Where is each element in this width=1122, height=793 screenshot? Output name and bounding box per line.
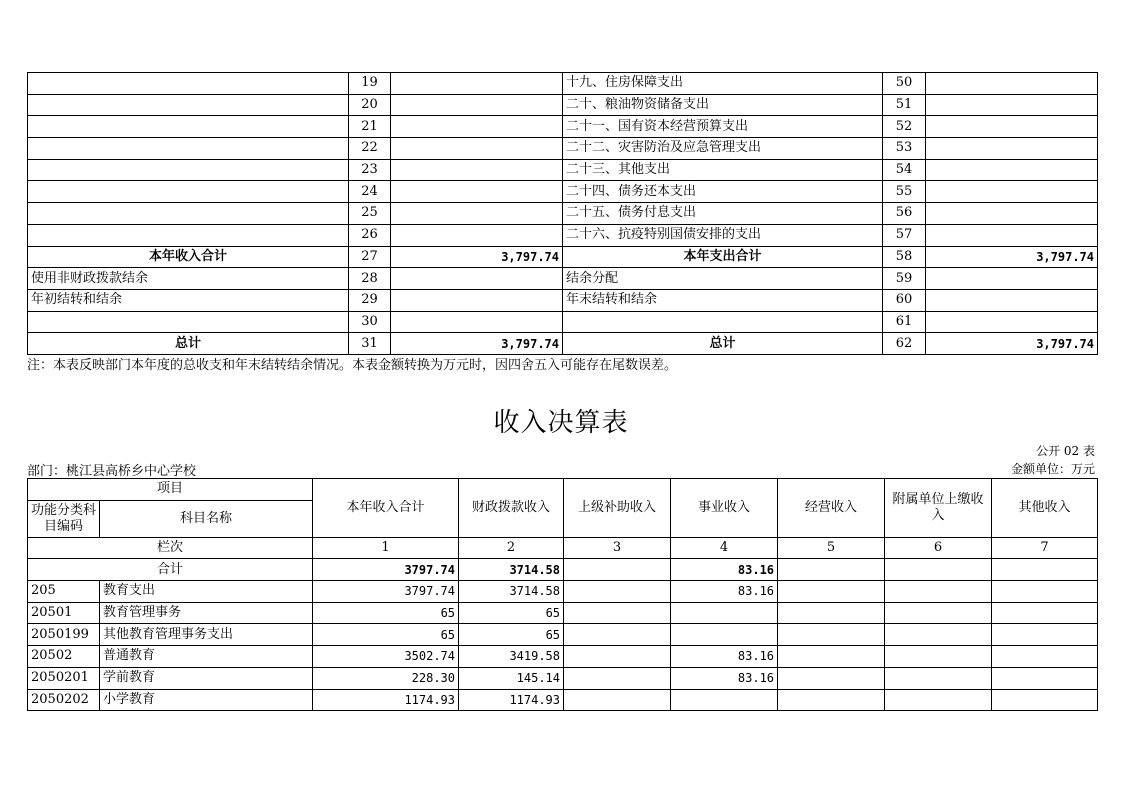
table-row bbox=[28, 246, 1098, 268]
total-row-label: 合计 bbox=[28, 559, 313, 581]
subject-name: 教育管理事务 bbox=[100, 602, 313, 624]
column-number: 7 bbox=[992, 537, 1098, 559]
other-amount bbox=[992, 602, 1098, 624]
right-amount: 3,797.74 bbox=[926, 246, 1098, 268]
right-amount bbox=[926, 94, 1098, 116]
income-table bbox=[27, 478, 1098, 711]
operating-amount bbox=[778, 624, 885, 646]
superior-amount bbox=[564, 646, 671, 668]
total-amount: 65 bbox=[313, 602, 459, 624]
right-line-no: 57 bbox=[883, 224, 926, 246]
superior-amount bbox=[564, 667, 671, 689]
header-other: 其他收入 bbox=[992, 479, 1098, 538]
right-label: 二十、粮油物资储备支出 bbox=[563, 94, 883, 116]
header-item: 项目 bbox=[28, 479, 313, 501]
right-label: 结余分配 bbox=[563, 268, 883, 290]
left-line-no: 19 bbox=[349, 73, 391, 95]
right-line-no: 52 bbox=[883, 116, 926, 138]
table-row bbox=[28, 94, 1098, 116]
right-line-no: 53 bbox=[883, 138, 926, 160]
column-number: 4 bbox=[671, 537, 778, 559]
total-amount: 3502.74 bbox=[313, 646, 459, 668]
superior-amount bbox=[564, 624, 671, 646]
left-amount bbox=[391, 289, 563, 311]
header-subject-name: 科目名称 bbox=[100, 500, 313, 537]
superior-amount bbox=[564, 602, 671, 624]
left-amount bbox=[391, 73, 563, 95]
column-number: 6 bbox=[885, 537, 992, 559]
department-label: 部门：桃江县高桥乡中心学校 bbox=[27, 464, 197, 479]
subject-name: 学前教育 bbox=[100, 667, 313, 689]
business-amount: 83.16 bbox=[671, 667, 778, 689]
fiscal-amount: 1174.93 bbox=[459, 689, 564, 711]
left-label bbox=[28, 181, 349, 203]
header-superior: 上级补助收入 bbox=[564, 479, 671, 538]
right-amount bbox=[926, 181, 1098, 203]
total-superior bbox=[564, 559, 671, 581]
right-label: 二十六、抗疫特别国债安排的支出 bbox=[563, 224, 883, 246]
header-fiscal: 财政拨款收入 bbox=[459, 479, 564, 538]
table-row bbox=[28, 116, 1098, 138]
left-amount bbox=[391, 203, 563, 225]
header-business: 事业收入 bbox=[671, 479, 778, 538]
subject-name: 小学教育 bbox=[100, 689, 313, 711]
right-amount bbox=[926, 289, 1098, 311]
affiliated-amount bbox=[885, 581, 992, 603]
right-label: 二十四、债务还本支出 bbox=[563, 181, 883, 203]
left-line-no: 29 bbox=[349, 289, 391, 311]
right-line-no: 55 bbox=[883, 181, 926, 203]
left-line-no: 24 bbox=[349, 181, 391, 203]
affiliated-amount bbox=[885, 646, 992, 668]
operating-amount bbox=[778, 689, 885, 711]
other-amount bbox=[992, 646, 1098, 668]
left-line-no: 20 bbox=[349, 94, 391, 116]
other-amount bbox=[992, 667, 1098, 689]
left-amount bbox=[391, 159, 563, 181]
left-line-no: 28 bbox=[349, 268, 391, 290]
right-label: 二十五、债务付息支出 bbox=[563, 203, 883, 225]
right-line-no: 61 bbox=[883, 311, 926, 333]
left-amount: 3,797.74 bbox=[391, 333, 563, 355]
right-line-no: 58 bbox=[883, 246, 926, 268]
left-line-no: 22 bbox=[349, 138, 391, 160]
total-operating bbox=[778, 559, 885, 581]
business-amount bbox=[671, 689, 778, 711]
total-amount: 228.30 bbox=[313, 667, 459, 689]
summary-note: 注：本表反映部门本年度的总收支和年末结转结余情况。本表金额转换为万元时，因四舍五入可能存在尾数误差。 bbox=[27, 358, 678, 373]
right-label bbox=[563, 311, 883, 333]
table-row bbox=[28, 581, 1098, 603]
table-row bbox=[28, 289, 1098, 311]
total-row bbox=[28, 559, 1098, 581]
operating-amount bbox=[778, 667, 885, 689]
table-row bbox=[28, 646, 1098, 668]
left-amount bbox=[391, 268, 563, 290]
right-label: 本年支出合计 bbox=[563, 246, 883, 268]
column-number: 2 bbox=[459, 537, 564, 559]
fiscal-amount: 65 bbox=[459, 624, 564, 646]
table-row bbox=[28, 73, 1098, 95]
header-func-code: 功能分类科目编码 bbox=[28, 500, 100, 537]
other-amount bbox=[992, 689, 1098, 711]
affiliated-amount bbox=[885, 602, 992, 624]
right-amount bbox=[926, 268, 1098, 290]
header-total: 本年收入合计 bbox=[313, 479, 459, 538]
affiliated-amount bbox=[885, 689, 992, 711]
other-amount bbox=[992, 624, 1098, 646]
right-label: 年末结转和结余 bbox=[563, 289, 883, 311]
right-amount bbox=[926, 73, 1098, 95]
table-row bbox=[28, 224, 1098, 246]
table-row bbox=[28, 624, 1098, 646]
summary-table bbox=[27, 72, 1098, 355]
left-line-no: 30 bbox=[349, 311, 391, 333]
left-line-no: 21 bbox=[349, 116, 391, 138]
table-row bbox=[28, 268, 1098, 290]
left-amount bbox=[391, 181, 563, 203]
operating-amount bbox=[778, 602, 885, 624]
affiliated-amount bbox=[885, 667, 992, 689]
table-row bbox=[28, 689, 1098, 711]
page-title: 收入决算表 bbox=[493, 408, 629, 438]
total-total: 3797.74 bbox=[313, 559, 459, 581]
left-label bbox=[28, 138, 349, 160]
left-line-no: 23 bbox=[349, 159, 391, 181]
header-row bbox=[28, 479, 1098, 501]
table-row bbox=[28, 311, 1098, 333]
left-label: 总计 bbox=[28, 333, 349, 355]
right-amount bbox=[926, 203, 1098, 225]
unit-label: 金额单位：万元 bbox=[1010, 462, 1095, 476]
func-code: 20502 bbox=[28, 646, 100, 668]
left-amount bbox=[391, 311, 563, 333]
subject-name: 其他教育管理事务支出 bbox=[100, 624, 313, 646]
table-row bbox=[28, 138, 1098, 160]
total-amount: 3797.74 bbox=[313, 581, 459, 603]
right-label: 二十二、灾害防治及应急管理支出 bbox=[563, 138, 883, 160]
right-amount bbox=[926, 224, 1098, 246]
right-label: 十九、住房保障支出 bbox=[563, 73, 883, 95]
fiscal-amount: 3714.58 bbox=[459, 581, 564, 603]
total-amount: 65 bbox=[313, 624, 459, 646]
left-label bbox=[28, 73, 349, 95]
total-business: 83.16 bbox=[671, 559, 778, 581]
column-number: 3 bbox=[564, 537, 671, 559]
business-amount bbox=[671, 624, 778, 646]
right-amount bbox=[926, 159, 1098, 181]
right-line-no: 51 bbox=[883, 94, 926, 116]
left-label bbox=[28, 224, 349, 246]
right-amount bbox=[926, 116, 1098, 138]
right-line-no: 54 bbox=[883, 159, 926, 181]
right-line-no: 56 bbox=[883, 203, 926, 225]
right-line-no: 59 bbox=[883, 268, 926, 290]
total-other bbox=[992, 559, 1098, 581]
right-label: 二十三、其他支出 bbox=[563, 159, 883, 181]
left-amount bbox=[391, 94, 563, 116]
total-fiscal: 3714.58 bbox=[459, 559, 564, 581]
superior-amount bbox=[564, 689, 671, 711]
left-label: 使用非财政拨款结余 bbox=[28, 268, 349, 290]
left-label bbox=[28, 116, 349, 138]
operating-amount bbox=[778, 646, 885, 668]
right-line-no: 50 bbox=[883, 73, 926, 95]
column-number: 1 bbox=[313, 537, 459, 559]
fiscal-amount: 145.14 bbox=[459, 667, 564, 689]
table-code: 公开 02 表 bbox=[1036, 444, 1095, 458]
func-code: 2050199 bbox=[28, 624, 100, 646]
header-operating: 经营收入 bbox=[778, 479, 885, 538]
func-code: 2050201 bbox=[28, 667, 100, 689]
business-amount: 83.16 bbox=[671, 581, 778, 603]
subject-name: 教育支出 bbox=[100, 581, 313, 603]
left-amount bbox=[391, 116, 563, 138]
left-amount bbox=[391, 224, 563, 246]
table-row bbox=[28, 667, 1098, 689]
func-code: 205 bbox=[28, 581, 100, 603]
business-amount: 83.16 bbox=[671, 646, 778, 668]
fiscal-amount: 65 bbox=[459, 602, 564, 624]
column-number: 5 bbox=[778, 537, 885, 559]
table-row bbox=[28, 333, 1098, 355]
total-amount: 1174.93 bbox=[313, 689, 459, 711]
column-row-label: 栏次 bbox=[28, 537, 313, 559]
table-row bbox=[28, 203, 1098, 225]
left-amount bbox=[391, 138, 563, 160]
func-code: 2050202 bbox=[28, 689, 100, 711]
left-line-no: 26 bbox=[349, 224, 391, 246]
left-label: 本年收入合计 bbox=[28, 246, 349, 268]
left-label bbox=[28, 311, 349, 333]
table-row bbox=[28, 181, 1098, 203]
other-amount bbox=[992, 581, 1098, 603]
right-line-no: 62 bbox=[883, 333, 926, 355]
left-label bbox=[28, 203, 349, 225]
right-label: 二十一、国有资本经营预算支出 bbox=[563, 116, 883, 138]
left-label bbox=[28, 94, 349, 116]
right-amount bbox=[926, 138, 1098, 160]
total-affiliated bbox=[885, 559, 992, 581]
left-label: 年初结转和结余 bbox=[28, 289, 349, 311]
fiscal-amount: 3419.58 bbox=[459, 646, 564, 668]
left-label bbox=[28, 159, 349, 181]
superior-amount bbox=[564, 581, 671, 603]
column-number-row bbox=[28, 537, 1098, 559]
right-amount: 3,797.74 bbox=[926, 333, 1098, 355]
left-line-no: 25 bbox=[349, 203, 391, 225]
affiliated-amount bbox=[885, 624, 992, 646]
func-code: 20501 bbox=[28, 602, 100, 624]
subject-name: 普通教育 bbox=[100, 646, 313, 668]
right-label: 总计 bbox=[563, 333, 883, 355]
left-line-no: 27 bbox=[349, 246, 391, 268]
left-amount: 3,797.74 bbox=[391, 246, 563, 268]
right-amount bbox=[926, 311, 1098, 333]
table-row bbox=[28, 159, 1098, 181]
operating-amount bbox=[778, 581, 885, 603]
business-amount bbox=[671, 602, 778, 624]
left-line-no: 31 bbox=[349, 333, 391, 355]
right-line-no: 60 bbox=[883, 289, 926, 311]
header-affiliated: 附属单位上缴收入 bbox=[885, 479, 992, 538]
table-row bbox=[28, 602, 1098, 624]
